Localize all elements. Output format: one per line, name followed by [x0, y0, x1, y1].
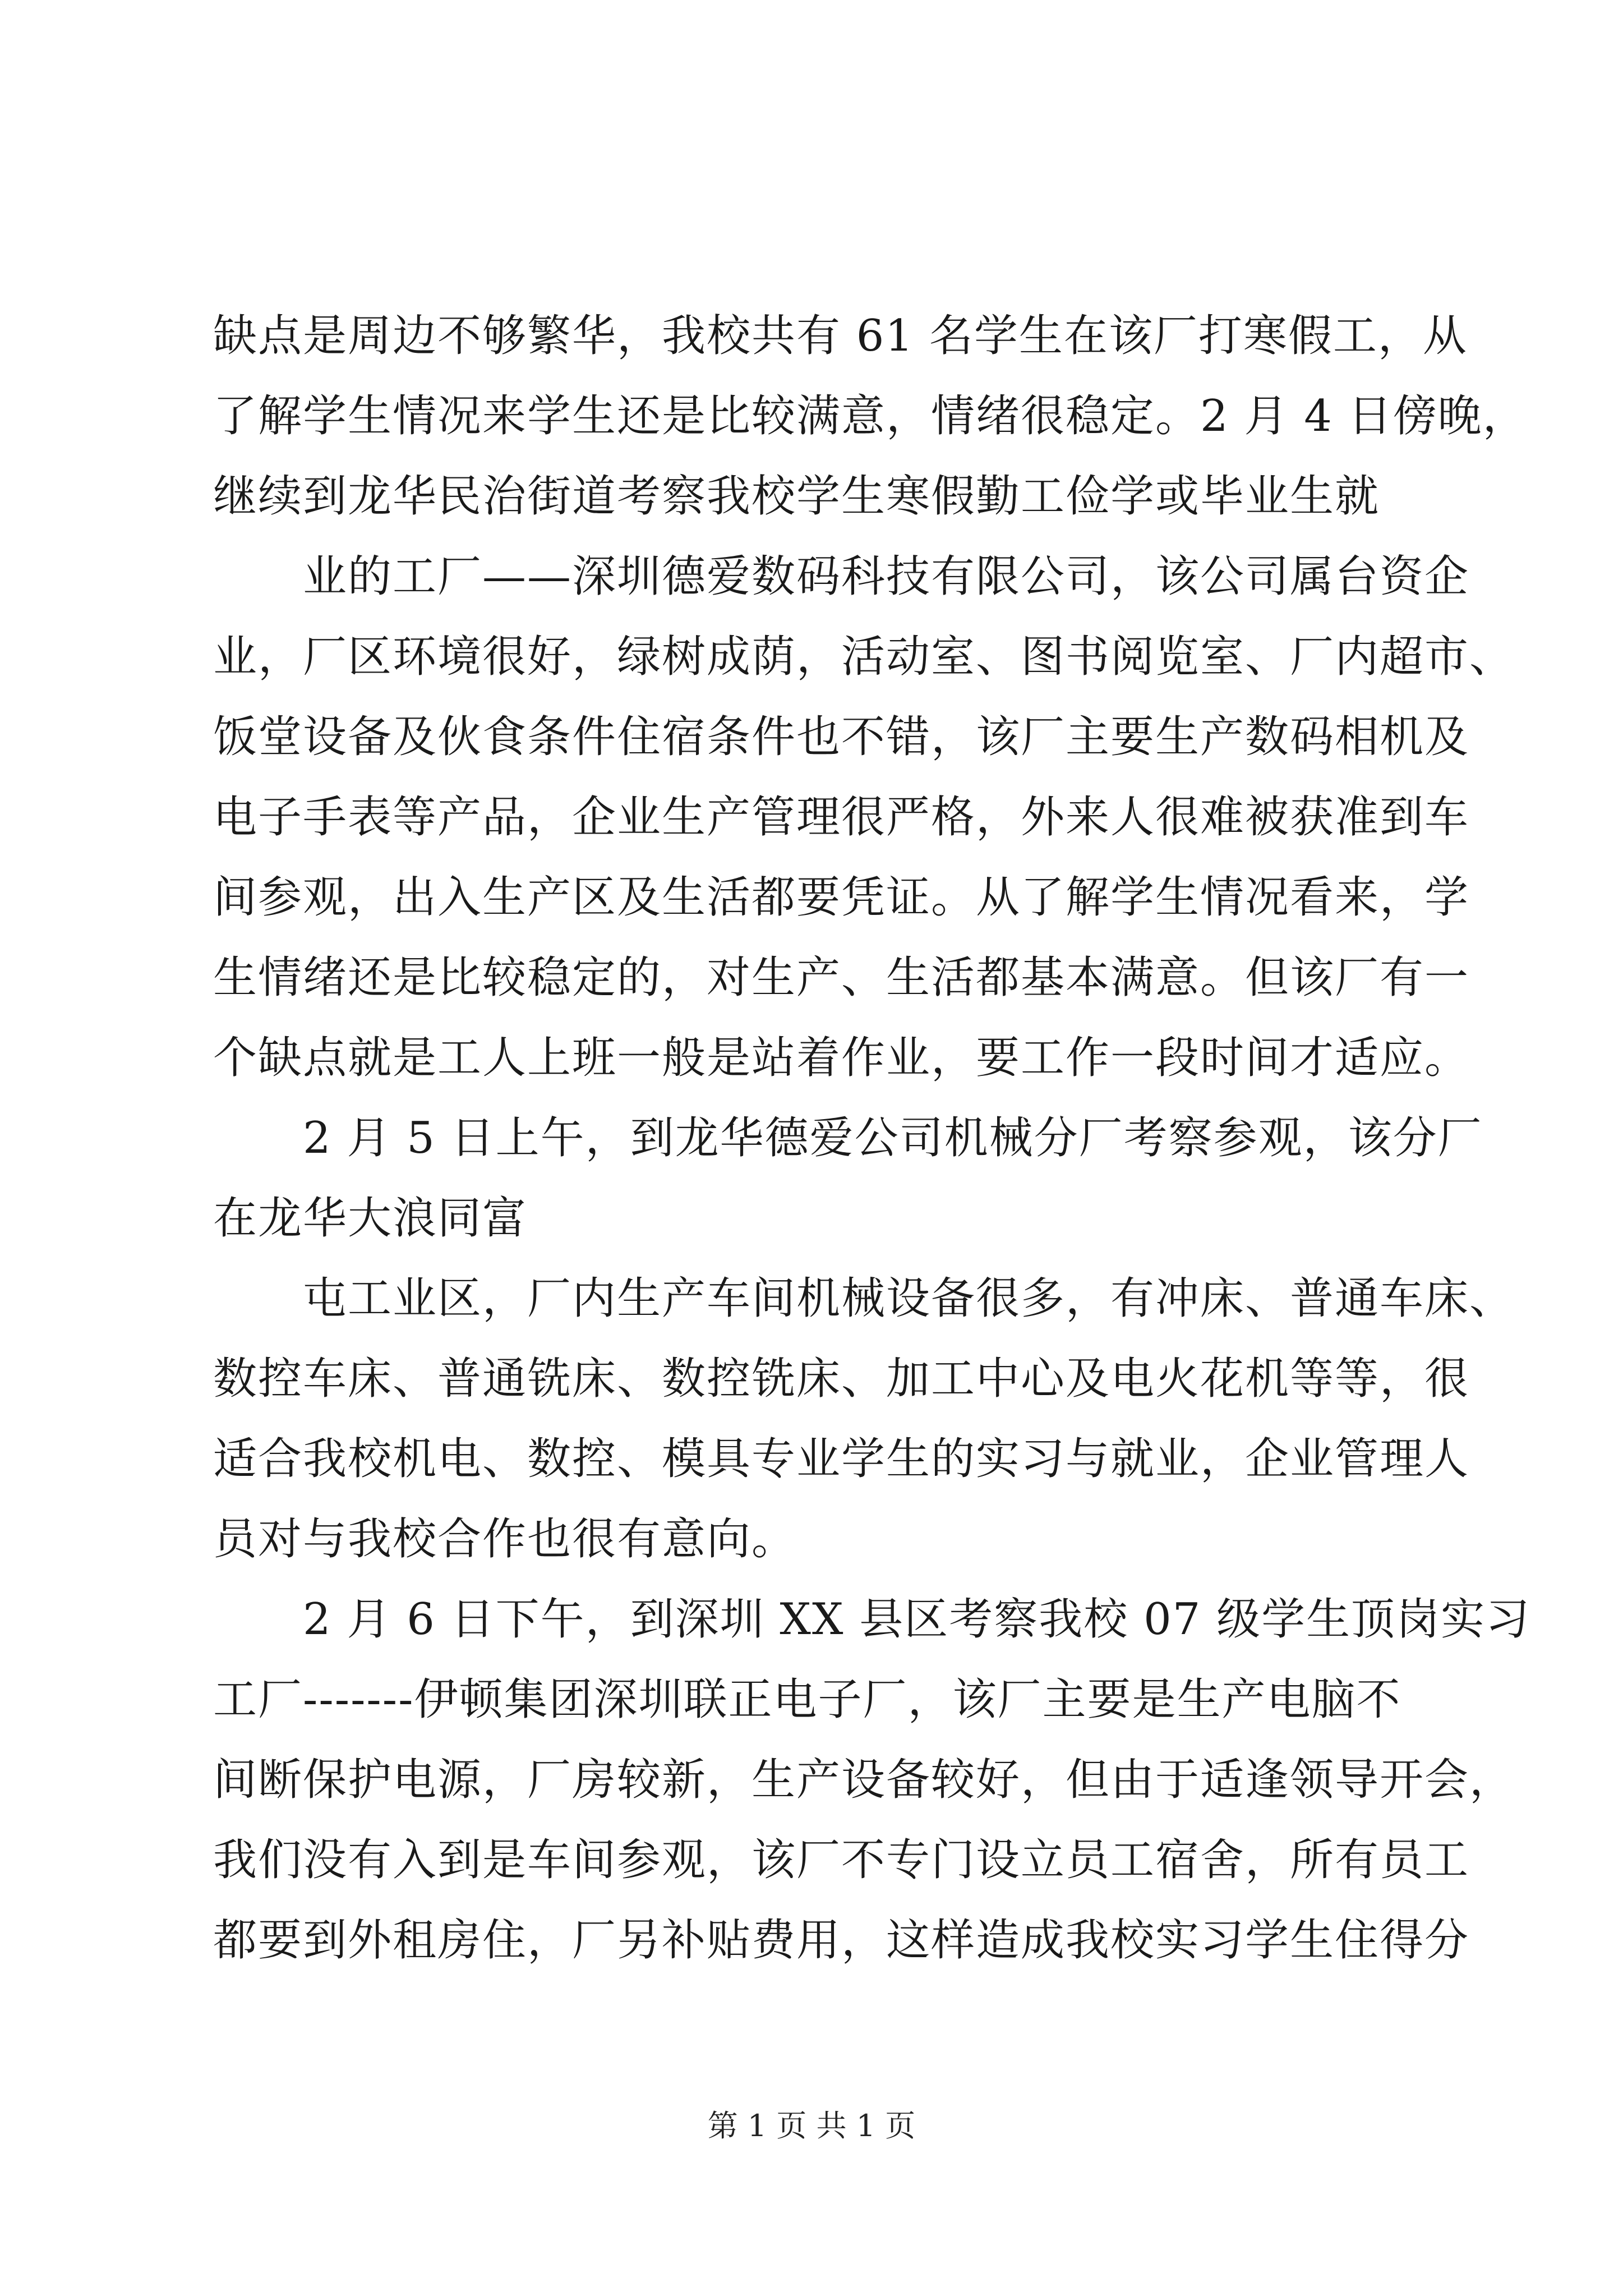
text-line: 电子手表等产品，企业生产管理很严格，外来人很难被获准到车: [213, 792, 1470, 843]
text-line: 业，厂区环境很好，绿树成荫，活动室、图书阅览室、厂内超市、: [213, 632, 1515, 682]
text-line: 饭堂设备及伙食条件住宿条件也不错，该厂主要生产数码相机及: [213, 712, 1470, 762]
text-line: 间参观，出入生产区及生活都要凭证。从了解学生情况看来，学: [213, 872, 1470, 923]
text-line: 2 月 6 日下午，到深圳 XX 县区考察我校 07 级学生顶岗实习: [303, 1594, 1531, 1645]
text-line: 个缺点就是工人上班一般是站着作业，要工作一段时间才适应。: [213, 1033, 1470, 1083]
text-line: 生情绪还是比较稳定的，对生产、生活都基本满意。但该厂有一: [213, 953, 1470, 1003]
text-line: 员对与我校合作也很有意向。: [213, 1514, 797, 1565]
text-line: 工厂-------伊顿集团深圳联正电子厂，该厂主要是生产电脑不: [213, 1674, 1401, 1725]
text-line: 屯工业区，厂内生产车间机械设备很多，有冲床、普通车床、: [303, 1273, 1515, 1324]
text-line: 都要到外租房住，厂另补贴费用，这样造成我校实习学生住得分: [213, 1915, 1470, 1966]
page-footer: 第 1 页 共 1 页: [707, 2108, 916, 2143]
body-text: [213, 296, 1531, 1981]
text-line: 间断保护电源，厂房较新，生产设备较好，但由于适逢领导开会，: [213, 1755, 1515, 1805]
text-line: 继续到龙华民治街道考察我校学生寒假勤工俭学或毕业生就: [213, 471, 1380, 522]
text-line: 业的工厂——深圳德爱数码科技有限公司，该公司属台资企: [303, 551, 1470, 602]
text-line: 适合我校机电、数控、模具专业学生的实习与就业，企业管理人: [213, 1434, 1470, 1484]
text-line: 数控车床、普通铣床、数控铣床、加工中心及电火花机等等，很: [213, 1354, 1470, 1404]
text-line: 在龙华大浪同富: [213, 1193, 528, 1244]
text-line: 了解学生情况来学生还是比较满意，情绪很稳定。2 月 4 日傍晚，: [213, 391, 1528, 441]
text-line: 2 月 5 日上午，到龙华德爱公司机械分厂考察参观，该分厂: [303, 1113, 1483, 1163]
text-line: 我们没有入到是车间参观，该厂不专门设立员工宿舍，所有员工: [213, 1835, 1470, 1885]
text-line: 缺点是周边不够繁华，我校共有 61 名学生在该厂打寒假工，从: [213, 311, 1468, 361]
